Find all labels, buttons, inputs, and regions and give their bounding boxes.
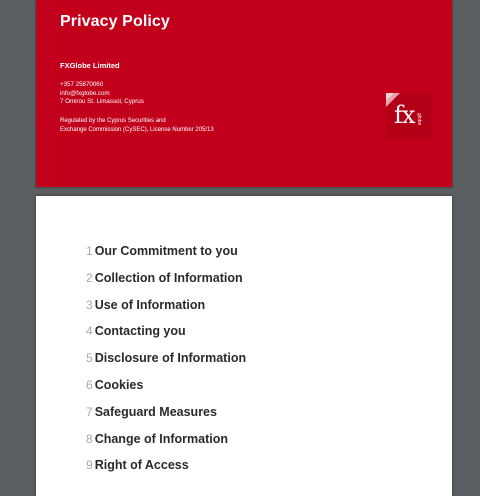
toc-item-commitment[interactable] <box>86 244 246 271</box>
logo-subtext: globe <box>416 113 422 126</box>
toc-item-safeguard[interactable] <box>86 405 246 432</box>
toc-number: 9 <box>86 458 93 473</box>
phone-number: +357 25870060 <box>60 81 104 88</box>
postal-address: 7 Omirou St. Limassol, Cyprus <box>60 98 144 105</box>
regulation-line: Regulated by the Cyprus Securities and <box>60 118 166 124</box>
toc-label[interactable]: Disclosure of Information <box>94 351 247 366</box>
toc-label[interactable]: Change of Information <box>94 431 229 446</box>
contact-block <box>60 81 144 107</box>
toc-label[interactable]: Safeguard Measures <box>94 404 217 419</box>
toc-number: 3 <box>86 297 93 312</box>
table-of-contents <box>86 244 246 485</box>
company-name: FXGlobe Limited <box>60 61 120 70</box>
toc-item-change[interactable] <box>86 432 246 459</box>
email-address: info@fxglobe.com <box>60 89 110 97</box>
cover-page <box>36 0 452 187</box>
regulation-note <box>60 117 214 134</box>
toc-label[interactable]: Cookies <box>94 377 144 392</box>
logo-mark: fx <box>394 101 415 129</box>
toc-item-collection[interactable] <box>86 271 246 298</box>
toc-item-use[interactable] <box>86 298 246 325</box>
toc-number: 8 <box>86 431 93 446</box>
toc-item-contacting[interactable] <box>86 324 246 351</box>
toc-label[interactable]: Our Commitment to you <box>94 244 238 258</box>
toc-number: 4 <box>86 324 93 339</box>
toc-item-access[interactable] <box>86 458 246 485</box>
toc-number: 6 <box>86 377 93 392</box>
contents-page <box>36 196 452 496</box>
toc-item-disclosure[interactable] <box>86 351 246 378</box>
fxglobe-logo <box>386 93 432 139</box>
toc-number: 1 <box>86 244 93 258</box>
regulation-line: Exchange Commission (CySEC), License Number 205/13 <box>60 126 214 133</box>
toc-label[interactable]: Right of Access <box>94 458 189 473</box>
logo-fold-highlight <box>386 93 394 101</box>
toc-number: 5 <box>86 351 93 366</box>
toc-label[interactable]: Collection of Information <box>94 270 243 285</box>
toc-item-cookies[interactable] <box>86 378 246 405</box>
toc-number: 7 <box>86 404 93 419</box>
toc-label[interactable]: Use of Information <box>94 297 206 312</box>
toc-label[interactable]: Contacting you <box>94 324 186 339</box>
page-title: Privacy Policy <box>60 13 170 30</box>
toc-number: 2 <box>86 270 93 285</box>
